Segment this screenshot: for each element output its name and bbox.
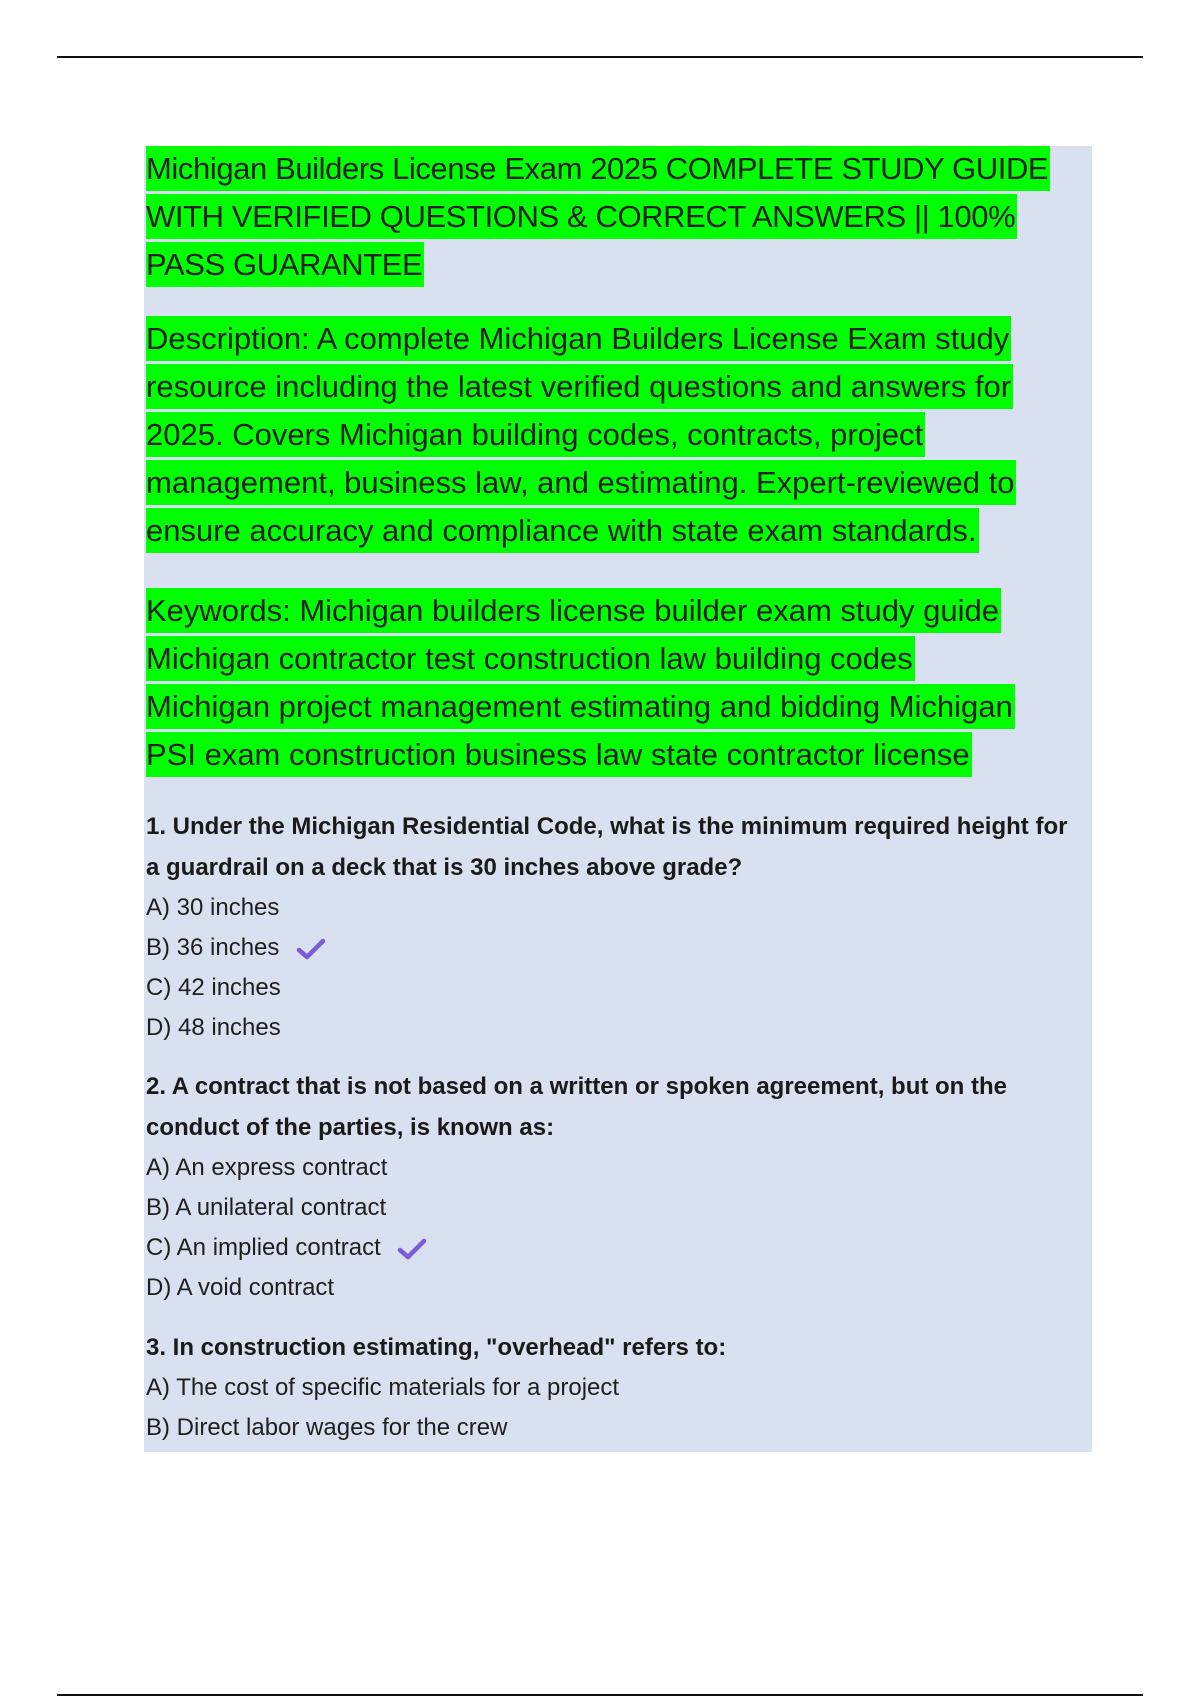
keywords-line: PSI exam construction business law state contractor license — [146, 732, 972, 777]
answer-option: B) Direct labor wages for the crew — [146, 1414, 508, 1441]
keywords-line: Michigan project management estimating and bidding Michigan — [146, 684, 1015, 729]
description-line: management, business law, and estimating. Expert-reviewed to — [146, 460, 1016, 505]
answer-option-correct: C) An implied contract — [146, 1228, 1076, 1268]
bottom-rule — [57, 1694, 1143, 1696]
keywords-line: Michigan contractor test construction law building codes — [146, 636, 915, 681]
keywords-line: Keywords: Michigan builders license builder exam study guide — [146, 588, 1001, 633]
check-icon — [397, 1237, 427, 1261]
question-1 — [146, 806, 1076, 1048]
description — [146, 316, 1016, 556]
question-text: 3. In construction estimating, "overhead" refers to: — [146, 1334, 727, 1361]
description-line: Description: A complete Michigan Builders License Exam study — [146, 316, 1011, 361]
answer-option: C) 42 inches — [146, 974, 281, 1001]
answer-option: D) A void contract — [146, 1274, 335, 1301]
answer-option-correct: B) 36 inches — [146, 928, 1076, 968]
answer-option: A) 30 inches — [146, 894, 280, 921]
question-text: 2. A contract that is not based on a written or spoken agreement, but on the conduct of the parties, is known as: — [146, 1073, 1007, 1141]
answer-option: A) An express contract — [146, 1154, 388, 1181]
title-line: WITH VERIFIED QUESTIONS & CORRECT ANSWERS || 100% — [146, 194, 1017, 239]
question-2 — [146, 1066, 1076, 1308]
answer-option: B) A unilateral contract — [146, 1194, 387, 1221]
question-text: 1. Under the Michigan Residential Code, what is the minimum required height for a guardrail on a deck that is 30 inches above grade? — [146, 813, 1068, 881]
description-line: ensure accuracy and compliance with state exam standards. — [146, 508, 979, 553]
title-line: Michigan Builders License Exam 2025 COMPLETE STUDY GUIDE — [146, 146, 1050, 191]
answer-option: D) 48 inches — [146, 1014, 281, 1041]
document-title — [146, 146, 1050, 290]
top-rule — [57, 56, 1143, 58]
check-icon — [296, 937, 326, 961]
question-3 — [146, 1327, 1076, 1448]
keywords — [146, 588, 1015, 780]
answer-option: A) The cost of specific materials for a project — [146, 1374, 620, 1401]
title-line: PASS GUARANTEE — [146, 242, 424, 287]
description-line: resource including the latest verified questions and answers for — [146, 364, 1013, 409]
description-line: 2025. Covers Michigan building codes, contracts, project — [146, 412, 925, 457]
